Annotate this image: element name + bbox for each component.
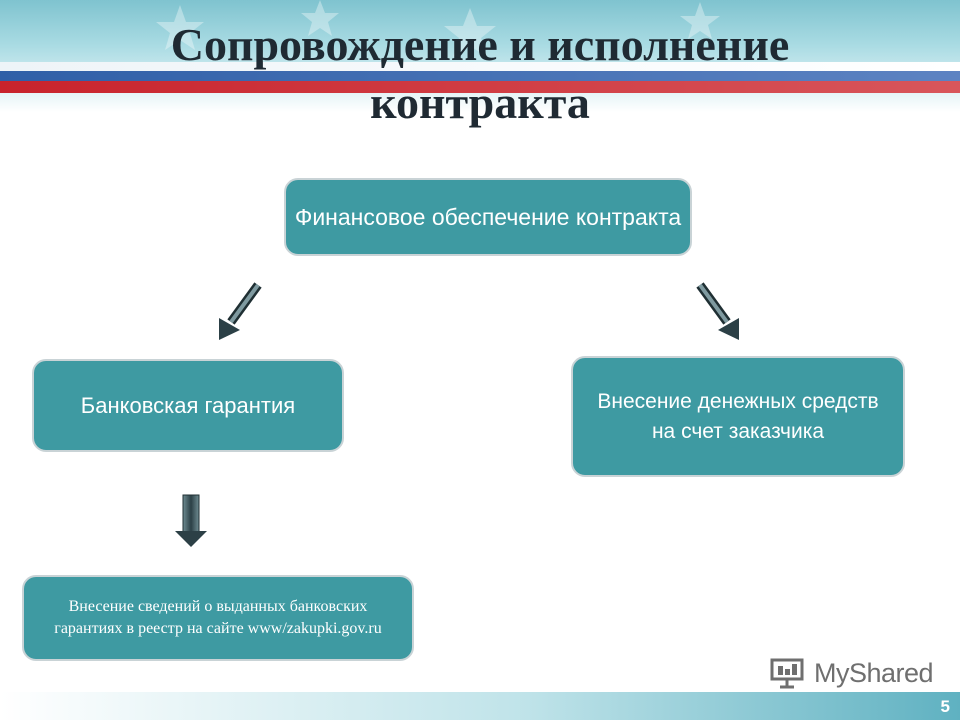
arrow-root-to-right: [700, 285, 739, 340]
presentation-board-icon: [768, 657, 806, 689]
node-bank-guarantee: Банковская гарантия: [32, 359, 344, 452]
slide-number: 5: [940, 697, 950, 716]
node-register-entry: Внесение сведений о выданных банковских гарантиях в реестр на сайте www/zakupki.gov.ru: [22, 575, 414, 661]
logo-text: MyShared: [814, 657, 934, 688]
myshared-logo: [768, 656, 933, 690]
arrow-left-to-bottom: [175, 495, 207, 547]
footer-band: [0, 692, 960, 720]
slide-title: Сопровождение и исполнение контракта: [170, 19, 790, 128]
arrow-root-to-left: [219, 285, 258, 340]
node-financial-security: Финансовое обеспечение контракта: [284, 178, 692, 256]
node-cash-deposit: Внесение денежных средств на счет заказчика: [571, 356, 905, 477]
